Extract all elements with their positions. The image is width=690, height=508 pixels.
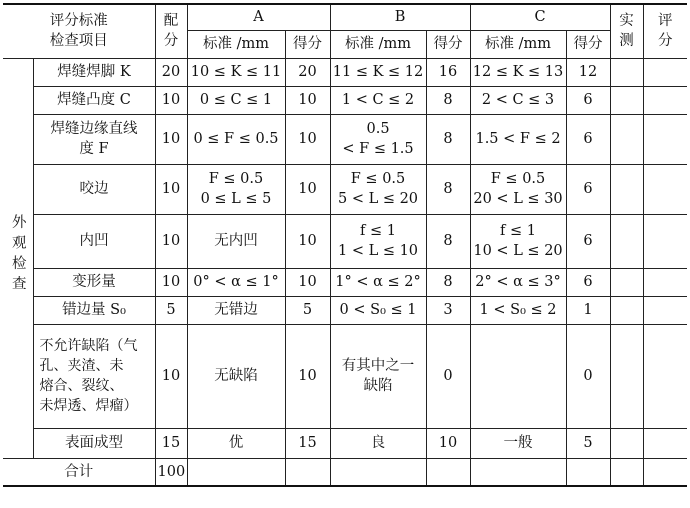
table-row (3, 214, 687, 268)
row-points: 10 (155, 114, 187, 164)
row-b-score: 8 (426, 164, 470, 214)
total-label: 合计 (3, 458, 155, 486)
total-points: 100 (155, 458, 187, 486)
row-a-standard: 无内凹 (187, 214, 285, 268)
category-label: 外观检查 (3, 58, 33, 458)
row-points: 10 (155, 86, 187, 114)
row-a-standard: 优 (187, 428, 285, 458)
header-c-score: 得分 (566, 30, 610, 58)
row-a-score: 10 (285, 324, 330, 428)
row-item: 焊缝焊脚 K (33, 58, 155, 86)
row-points: 10 (155, 268, 187, 296)
row-a-standard: 无错边 (187, 296, 285, 324)
row-c-score: 6 (566, 164, 610, 214)
row-b-score: 3 (426, 296, 470, 324)
row-actual (610, 164, 643, 214)
row-score (643, 164, 687, 214)
table-row (3, 58, 687, 86)
header-item: 评分标准 检查项目 (3, 4, 155, 58)
row-points: 10 (155, 214, 187, 268)
table-row (3, 296, 687, 324)
header-actual: 实 测 (610, 4, 643, 58)
row-b-standard: 有其中之一 缺陷 (330, 324, 426, 428)
row-b-score: 0 (426, 324, 470, 428)
row-score (643, 324, 687, 428)
row-b-standard: 0 < S₀ ≤ 1 (330, 296, 426, 324)
row-c-score: 5 (566, 428, 610, 458)
header-b-score: 得分 (426, 30, 470, 58)
header-b-standard: 标准 /mm (330, 30, 426, 58)
header-a-score: 得分 (285, 30, 330, 58)
row-b-standard: 1 < C ≤ 2 (330, 86, 426, 114)
table-row (3, 86, 687, 114)
row-item: 焊缝边缘直线 度 F (33, 114, 155, 164)
row-b-score: 8 (426, 268, 470, 296)
row-b-standard: 良 (330, 428, 426, 458)
row-c-score: 6 (566, 114, 610, 164)
row-b-score: 10 (426, 428, 470, 458)
row-b-score: 8 (426, 214, 470, 268)
row-a-standard: 0° < α ≤ 1° (187, 268, 285, 296)
row-score (643, 268, 687, 296)
row-item: 焊缝凸度 C (33, 86, 155, 114)
row-a-standard: 10 ≤ K ≤ 11 (187, 58, 285, 86)
table-row (3, 164, 687, 214)
row-item: 变形量 (33, 268, 155, 296)
row-c-standard: 2 < C ≤ 3 (470, 86, 566, 114)
header-col-b: B (330, 4, 470, 30)
row-c-standard: F ≤ 0.5 20 < L ≤ 30 (470, 164, 566, 214)
row-a-score: 15 (285, 428, 330, 458)
row-actual (610, 268, 643, 296)
header-score: 评 分 (643, 4, 687, 58)
row-score (643, 58, 687, 86)
row-actual (610, 58, 643, 86)
row-score (643, 214, 687, 268)
row-points: 10 (155, 324, 187, 428)
row-c-standard: 1.5 < F ≤ 2 (470, 114, 566, 164)
table-row (3, 324, 687, 428)
row-b-standard: f ≤ 1 1 < L ≤ 10 (330, 214, 426, 268)
table-row (3, 268, 687, 296)
row-points: 5 (155, 296, 187, 324)
row-c-score: 6 (566, 86, 610, 114)
row-item: 咬边 (33, 164, 155, 214)
row-score (643, 296, 687, 324)
row-c-standard: 一般 (470, 428, 566, 458)
row-a-standard: 0 ≤ F ≤ 0.5 (187, 114, 285, 164)
row-b-standard: 11 ≤ K ≤ 12 (330, 58, 426, 86)
row-actual (610, 324, 643, 428)
row-item: 内凹 (33, 214, 155, 268)
row-actual (610, 86, 643, 114)
row-b-standard: 1° < α ≤ 2° (330, 268, 426, 296)
row-a-standard: 0 ≤ C ≤ 1 (187, 86, 285, 114)
row-a-score: 5 (285, 296, 330, 324)
row-a-score: 10 (285, 268, 330, 296)
header-col-a: A (187, 4, 330, 30)
row-b-score: 8 (426, 114, 470, 164)
row-points: 20 (155, 58, 187, 86)
row-b-score: 8 (426, 86, 470, 114)
header-a-standard: 标准 /mm (187, 30, 285, 58)
header-points: 配 分 (155, 4, 187, 58)
row-c-score: 6 (566, 268, 610, 296)
row-b-score: 16 (426, 58, 470, 86)
row-actual (610, 296, 643, 324)
row-a-score: 10 (285, 86, 330, 114)
row-actual (610, 214, 643, 268)
row-a-standard: 无缺陷 (187, 324, 285, 428)
row-c-standard (470, 324, 566, 428)
row-a-score: 10 (285, 214, 330, 268)
row-a-score: 10 (285, 164, 330, 214)
row-c-standard: 12 ≤ K ≤ 13 (470, 58, 566, 86)
row-a-score: 10 (285, 114, 330, 164)
row-c-standard: 1 < S₀ ≤ 2 (470, 296, 566, 324)
row-c-score: 12 (566, 58, 610, 86)
header-c-standard: 标准 /mm (470, 30, 566, 58)
table-row (3, 428, 687, 458)
row-item: 表面成型 (33, 428, 155, 458)
row-actual (610, 428, 643, 458)
row-score (643, 86, 687, 114)
row-item: 不允许缺陷（气 孔、夹渣、未 熔合、裂纹、 未焊透、焊瘤） (33, 324, 155, 428)
row-points: 15 (155, 428, 187, 458)
row-c-score: 1 (566, 296, 610, 324)
row-score (643, 114, 687, 164)
row-score (643, 428, 687, 458)
row-b-standard: F ≤ 0.5 5 < L ≤ 20 (330, 164, 426, 214)
table-row (3, 114, 687, 164)
row-c-score: 6 (566, 214, 610, 268)
header-col-c: C (470, 4, 610, 30)
total-row (3, 458, 687, 486)
row-a-standard: F ≤ 0.5 0 ≤ L ≤ 5 (187, 164, 285, 214)
row-item: 错边量 S₀ (33, 296, 155, 324)
row-points: 10 (155, 164, 187, 214)
scoring-table (3, 3, 687, 487)
row-c-standard: 2° < α ≤ 3° (470, 268, 566, 296)
row-c-standard: f ≤ 1 10 < L ≤ 20 (470, 214, 566, 268)
row-b-standard: 0.5 < F ≤ 1.5 (330, 114, 426, 164)
row-a-score: 20 (285, 58, 330, 86)
row-c-score: 0 (566, 324, 610, 428)
row-actual (610, 114, 643, 164)
